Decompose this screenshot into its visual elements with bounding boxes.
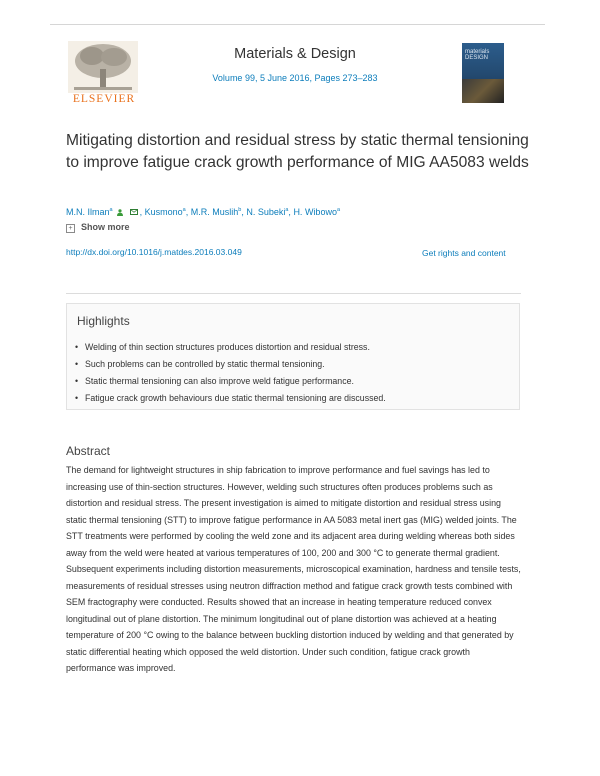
author-link[interactable]: Kusmono$^a$ [144, 207, 186, 217]
top-divider [50, 24, 545, 25]
highlight-item: • Fatigue crack growth behaviours due static thermal tensioning are discussed. [75, 390, 386, 407]
highlight-item: • Such problems can be controlled by static thermal tensioning. [75, 356, 386, 373]
highlight-item: • Static thermal tensioning can also improve weld fatigue performance. [75, 373, 386, 390]
cover-title-line2: DESIGN [465, 55, 489, 61]
abstract-heading: Abstract [66, 444, 111, 458]
cover-title-line1: materials [465, 49, 490, 55]
corresponding-author-icon[interactable] [117, 209, 123, 216]
highlight-item: • Welding of thin section structures produces distortion and residual stress. [75, 339, 386, 356]
elsevier-tree-icon [68, 41, 138, 93]
journal-title[interactable]: Materials & Design [234, 46, 356, 62]
article-title: Mitigating distortion and residual stress by static thermal tensioning to improve fatigue crack growth performance of MIG AA5083 welds [66, 132, 529, 171]
author-link[interactable]: M.N. Ilman$^a$ [66, 207, 113, 217]
plus-icon: + [66, 224, 75, 233]
bullet-icon: • [75, 393, 79, 403]
abstract-text: The demand for lightweight structures in ship fabrication to improve performance and fuel savings has led to increasing use of thin-section structures. However, welding such structures often produces problems such as distortion and residual stress. The present investigation is aimed to mitigate distortion and residual stress using static thermal tensioning (STT) to improve fatigue performance in AA 5083 metal inert gas (MIG) welded joints. The STT treatments were performed by cooling the weld zone and its adjacent area during welding whereas both sides away from the weld were heated at various temperatures of 100, 200 and 300 °C to generate thermal gradient. Subsequent experiments including distortion measurements, microscopical examination, hardness and tensile tests, measurements of residual stresses using neutron diffraction method and fatigue crack growth tests combined with SEM fractography were conducted. Results showed that an increase in heating temperature reduced convex longitudinal out of plane distortion. The minimum longitudinal out of plane distortion was achieved at a heating temperature of 200 °C owing to the balance between buckling distortion induced by welding and that generated by static differential heating which opposed the weld distortion. Under such condition, fatigue crack growth performance was improved. [66, 465, 521, 673]
elsevier-wordmark: ELSEVIER [72, 93, 136, 105]
show-more-label: Show more [81, 222, 130, 232]
author-link[interactable]: H. Wibowo$^a$ [293, 207, 341, 217]
email-icon[interactable] [130, 209, 138, 215]
bullet-icon: • [75, 376, 79, 386]
author-link[interactable]: N. Subeki$^a$ [246, 207, 289, 217]
doi-link[interactable]: http://dx.doi.org/10.1016/j.matdes.2016.03.049 [66, 247, 242, 257]
journal-volume-info[interactable]: Volume 99, 5 June 2016, Pages 273–283 [212, 73, 378, 83]
journal-cover[interactable] [462, 43, 504, 103]
cover-image [462, 79, 504, 103]
author-list: M.N. Ilman$^a$ , Kusmono$^a$, M.R. Muslih$^b$, N. Subeki$^a$, H. Wibowo$^a$ [66, 207, 341, 217]
elsevier-logo[interactable] [58, 41, 150, 111]
show-more-toggle[interactable] [66, 222, 130, 233]
bullet-icon: • [75, 342, 79, 352]
rights-link[interactable]: Get rights and content [422, 248, 506, 258]
author-link[interactable]: M.R. Muslih$^b$ [190, 207, 242, 217]
section-divider [66, 293, 521, 294]
highlights-heading: Highlights [77, 314, 130, 328]
highlights-list [75, 339, 386, 407]
highlights-box [66, 303, 520, 410]
bullet-icon: • [75, 359, 79, 369]
